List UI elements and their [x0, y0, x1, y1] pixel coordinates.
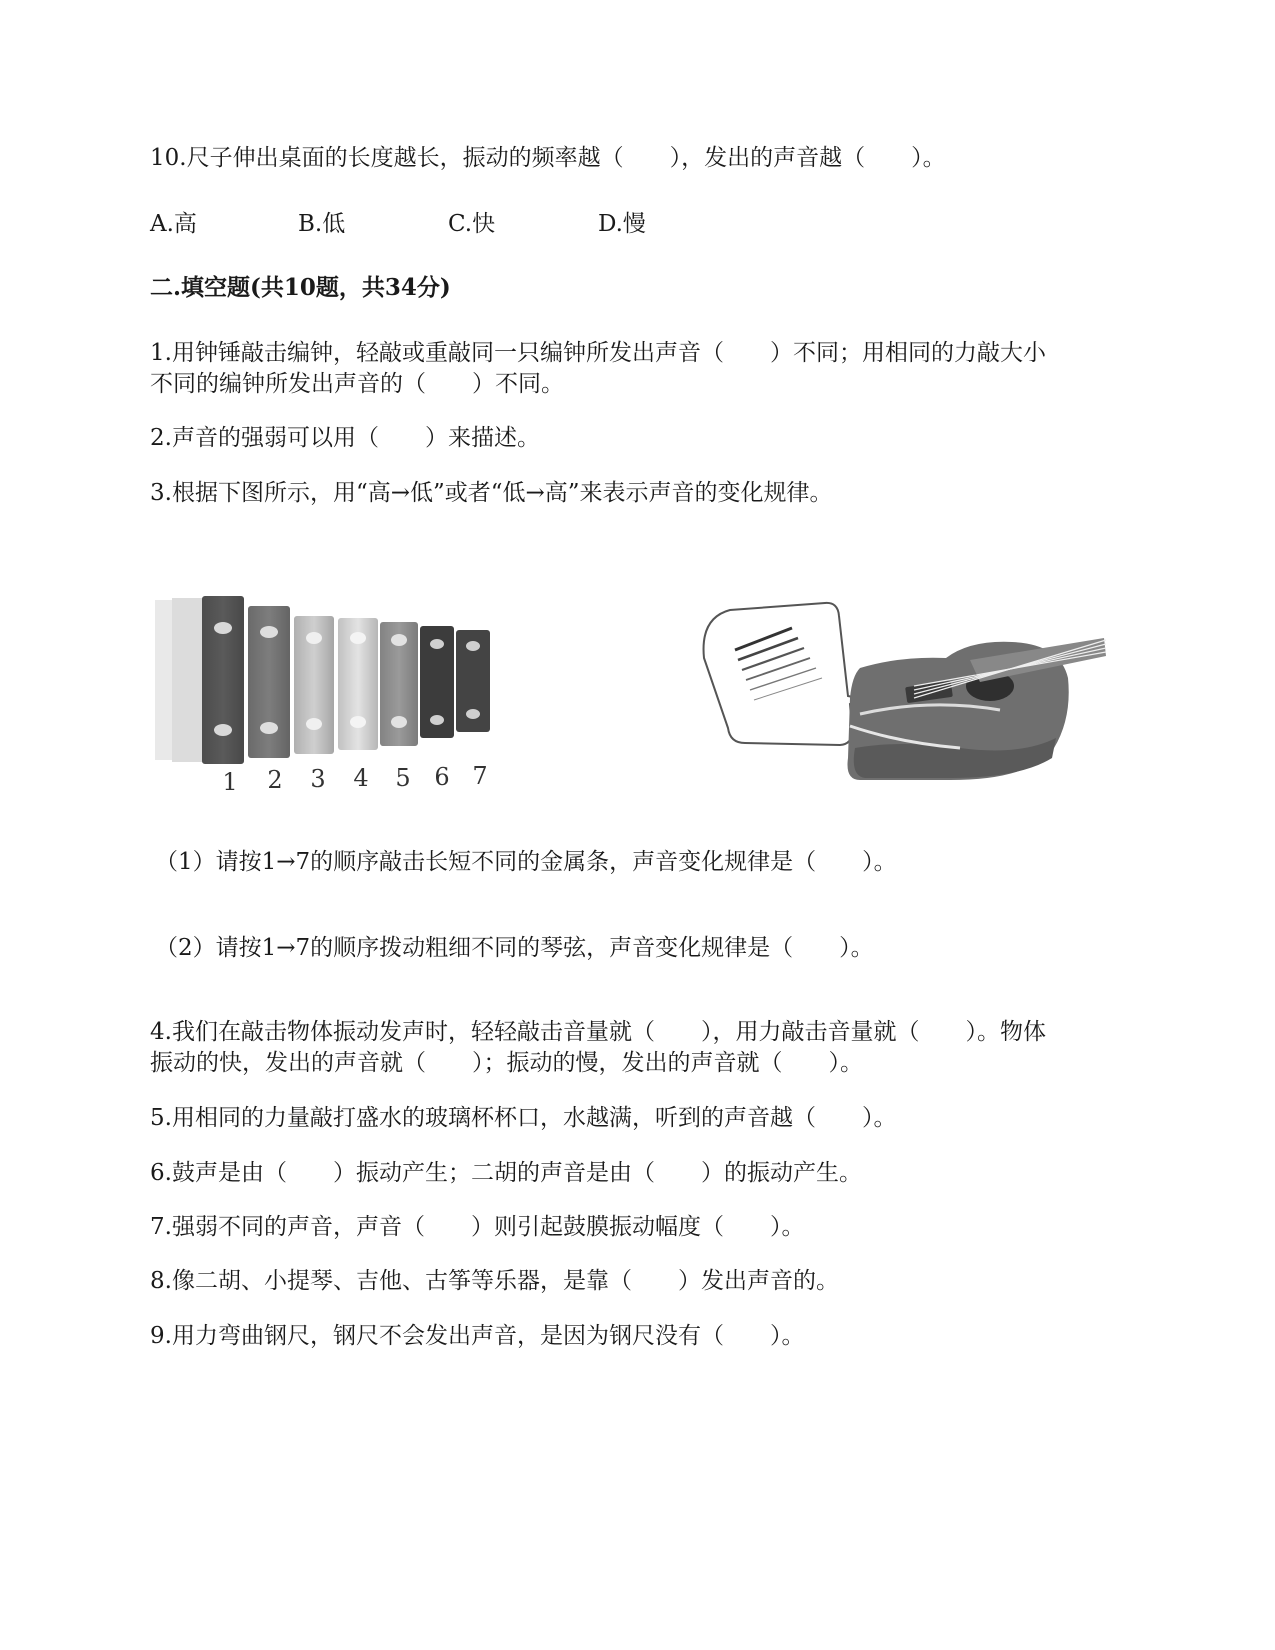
- question-9: 9.用力弯曲钢尺，钢尺不会发出声音，是因为钢尺没有（ ）。: [150, 1323, 805, 1349]
- bar-4: [338, 618, 378, 750]
- question-1-line-2: 不同的编钟所发出声音的（ ）不同。: [150, 371, 564, 397]
- question-5: 5.用相同的力量敲打盛水的玻璃杯杯口，水越满，听到的声音越（ ）。: [150, 1105, 897, 1131]
- bar-number-5: 5: [395, 764, 411, 792]
- option-b: B.低: [298, 211, 346, 237]
- bar-1: [202, 596, 244, 764]
- xylophone-frame-shadow: [172, 598, 204, 762]
- question-3-sub-2: （2）请按1→7的顺序拨动粗细不同的琴弦，声音变化规律是（ ）。: [155, 935, 874, 961]
- guitar-figure: [700, 598, 1110, 798]
- question-3: 3.根据下图所示，用“高→低”或者“低→高”来表示声音的变化规律。: [150, 480, 833, 506]
- question-7: 7.强弱不同的声音，声音（ ）则引起鼓膜振动幅度（ ）。: [150, 1214, 805, 1240]
- bar-5: [380, 622, 418, 746]
- section-heading: 二.填空题(共10题，共34分): [150, 274, 451, 301]
- question-10-text: 10.尺子伸出桌面的长度越长，振动的频率越（ ），发出的声音越（ ）。: [150, 145, 946, 171]
- question-1-line-1: 1.用钟锤敲击编钟，轻敲或重敲同一只编钟所发出声音（ ）不同；用相同的力敲大小: [150, 340, 1046, 366]
- option-a: A.高: [150, 211, 197, 237]
- bar-number-6: 6: [434, 763, 450, 791]
- question-4-line-2: 振动的快，发出的声音就（ ）；振动的慢，发出的声音就（ ）。: [150, 1050, 863, 1076]
- bar-number-3: 3: [310, 765, 326, 793]
- bar-number-1: 1: [222, 768, 238, 796]
- bar-2: [248, 606, 290, 758]
- question-3-sub-1: （1）请按1→7的顺序敲击长短不同的金属条，声音变化规律是（ ）。: [155, 849, 897, 875]
- question-6: 6.鼓声是由（ ）振动产生；二胡的声音是由（ ）的振动产生。: [150, 1160, 862, 1186]
- bar-3: [294, 616, 334, 754]
- option-d: D.慢: [598, 211, 646, 237]
- question-10-options: [150, 208, 710, 240]
- question-2: 2.声音的强弱可以用（ ）来描述。: [150, 425, 540, 451]
- question-8: 8.像二胡、小提琴、吉他、古筝等乐器，是靠（ ）发出声音的。: [150, 1268, 839, 1294]
- bar-number-7: 7: [472, 762, 488, 790]
- bar-6: [420, 626, 454, 738]
- option-c: C.快: [448, 211, 496, 237]
- xylophone-figure: [150, 590, 510, 805]
- bar-number-2: 2: [267, 766, 283, 794]
- bar-7: [456, 630, 490, 732]
- bar-number-4: 4: [353, 764, 369, 792]
- question-4-line-1: 4.我们在敲击物体振动发声时，轻轻敲击音量就（ ），用力敲击音量就（ ）。物体: [150, 1019, 1046, 1045]
